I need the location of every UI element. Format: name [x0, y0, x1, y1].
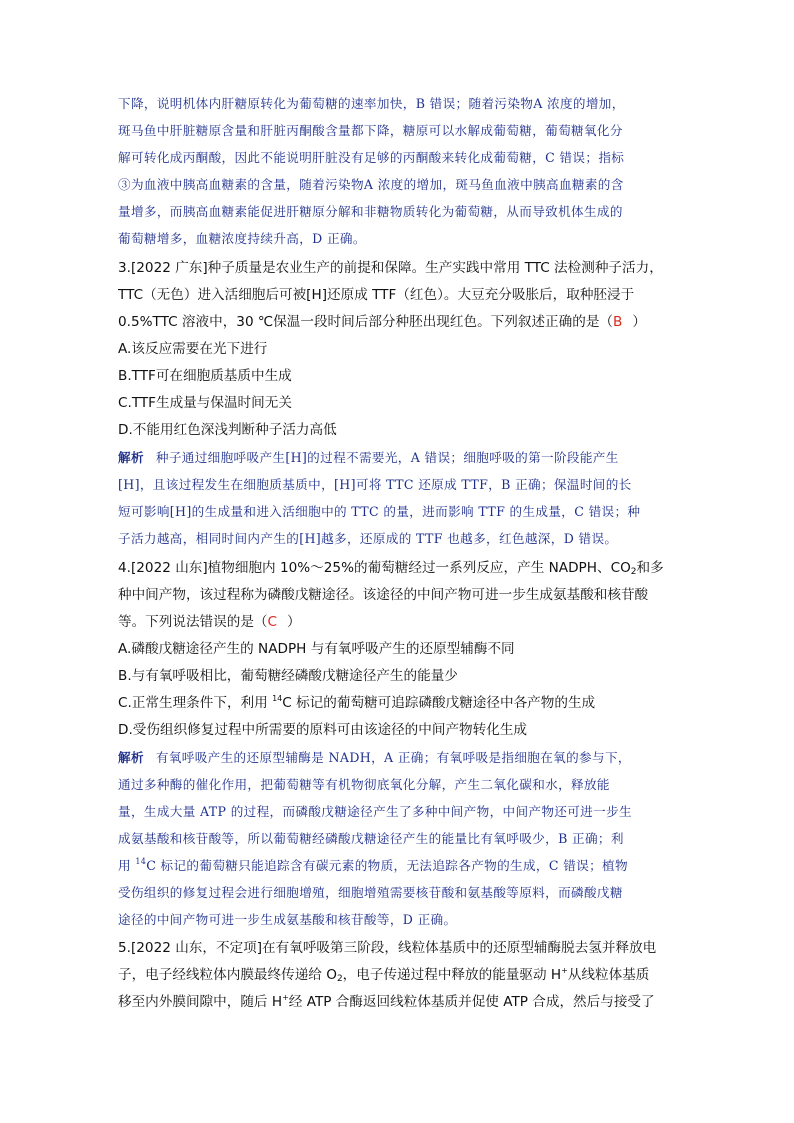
- question-4: [118, 555, 678, 933]
- question-stem-text: ）: [632, 314, 646, 330]
- subscript: 2: [630, 567, 637, 577]
- superscript: +: [561, 966, 568, 975]
- question-stem-line: 种中间产物，该过程称为磷酸戊糖途径。该途径的中间产物可进一步生成氨基酸和核苷酸: [118, 587, 649, 603]
- explanation-label: 解析: [118, 450, 144, 465]
- explanation-line: 斑马鱼中肝脏糖原含量和肝脏丙酮酸含量都下降，糖原可以水解成葡萄糖，葡萄糖氧化分: [118, 123, 623, 138]
- subscript: 2: [336, 974, 343, 984]
- explanation-label: 解析: [118, 750, 144, 765]
- question-stem-line: 5.[2022 山东，不定项]在有氧呼吸第三阶段，线粒体基质中的还原型辅酶脱去氢并释放电: [118, 940, 657, 956]
- explanation-line: 葡萄糖增多，血糖浓度持续升高，D 正确。: [118, 231, 366, 246]
- option-text: C.正常生理条件下，利用: [118, 695, 273, 711]
- question-stem-line: 3.[2022 广东]种子质量是农业生产的前提和保障。生产实践中常用 TTC 法检测种子活力，: [118, 260, 663, 276]
- question-stem-line: [118, 989, 678, 1016]
- question-stem-text: 0.5%TTC 溶液中，30 ℃保温一段时间后部分种胚出现红色。下列叙述正确的是（: [118, 314, 614, 330]
- explanation-line: 解可转化成丙酮酸，因此不能说明肝脏没有足够的丙酮酸来转化成葡萄糖，C 错误；指标: [118, 150, 625, 165]
- explanation-line: 短可影响[H]的生成量和进入活细胞中的 TTC 的量，进而影响 TTF 的生成量，C 错误；种: [118, 504, 641, 519]
- explanation-q2-continued: [118, 90, 678, 252]
- question-stem-text: 移至内外膜间隙中，随后 H: [118, 994, 283, 1010]
- explanation-text: C 标记的葡萄糖只能追踪含有碳元素的物质，无法追踪各产物的生成，C 错误；植物: [146, 858, 628, 873]
- explanation-line: ③为血液中胰高血糖素的含量，随着污染物A 浓度的增加，斑马鱼血液中胰高血糖素的含: [118, 177, 624, 192]
- superscript: +: [282, 993, 289, 1002]
- option-c: C.TTF生成量与保温时间无关: [118, 395, 292, 411]
- question-stem-text: 和多: [636, 560, 664, 576]
- option-b: B.TTF可在细胞质基质中生成: [118, 368, 292, 384]
- question-stem-text: 等。下列说法错误的是（: [118, 614, 268, 630]
- question-stem-line: TTC（无色）进入活细胞后可被[H]还原成 TTF（红色）。大豆充分吸胀后，取种胚浸于: [118, 287, 635, 303]
- explanation-line: 受伤组织的修复过程会进行细胞增殖，细胞增殖需要核苷酸和氨基酸等原料，而磷酸戊糖: [118, 885, 623, 900]
- answer-mark: B: [613, 314, 623, 330]
- option-text: C 标记的葡萄糖可追踪磷酸戊糖途径中各产物的生成: [282, 695, 596, 711]
- question-stem-line: [118, 609, 678, 636]
- explanation-line: 通过多种酶的催化作用，把葡萄糖等有机物彻底氧化分解，产生二氧化碳和水，释放能: [118, 777, 610, 792]
- option-a: A.该反应需要在光下进行: [118, 341, 268, 357]
- explanation-line: [118, 744, 678, 771]
- explanation-text: 用: [118, 858, 136, 873]
- question-stem-text: 经 ATP 合酶返回线粒体基质并促使 ATP 合成，然后与接受了: [288, 994, 655, 1010]
- explanation-text: 种子通过细胞呼吸产生[H]的过程不需要光，A 错误；细胞呼吸的第一阶段能产生: [155, 450, 619, 465]
- explanation-line: 成氨基酸和核苷酸等，所以葡萄糖经磷酸戊糖途径产生的能量比有氧呼吸少，B 正确；利: [118, 831, 624, 846]
- question-3: [118, 255, 678, 552]
- question-stem-text: 从线粒体基质: [567, 967, 650, 983]
- question-stem-text: 4.[2022 山东]植物细胞内 10%～25%的葡萄糖经过一系列反应，产生 NADPH、CO: [118, 560, 631, 576]
- question-stem-text: 子，电子经线粒体内膜最终传递给 O: [118, 967, 337, 983]
- option-b: B.与有氧呼吸相比，葡萄糖经磷酸戊糖途径产生的能量少: [118, 668, 458, 684]
- superscript: 14: [135, 857, 147, 866]
- option-d: D.受伤组织修复过程中所需要的原料可由该途径的中间产物转化生成: [118, 722, 528, 738]
- explanation-line: [118, 852, 678, 879]
- explanation-line: 途径的中间产物可进一步生成氨基酸和核苷酸等，D 正确。: [118, 912, 457, 927]
- explanation-line: 下降，说明机体内肝糖原转化为葡萄糖的速率加快，B 错误；随着污染物A 浓度的增加，: [118, 96, 625, 111]
- option-c: [118, 690, 678, 717]
- option-d: D.不能用红色深浅判断种子活力高低: [118, 422, 337, 438]
- answer-mark: C: [267, 614, 278, 630]
- explanation-text: 有氧呼吸产生的还原型辅酶是 NADH，A 正确；有氧呼吸是指细胞在氧的参与下，: [155, 750, 631, 765]
- question-stem-line: [118, 555, 678, 582]
- question-stem-line: [118, 309, 678, 336]
- question-stem-line: [118, 962, 678, 989]
- superscript: 14: [272, 694, 283, 703]
- explanation-line: 子活力越高，相同时间内产生的[H]越多，还原成的 TTF 也越多，红色越深，D 错误。: [118, 531, 618, 546]
- option-a: A.磷酸戊糖途径产生的 NADPH 与有氧呼吸产生的还原型辅酶不同: [118, 641, 515, 657]
- explanation-line: [H]，且该过程发生在细胞质基质中，[H]可将 TTC 还原成 TTF，B 正确；保温时间的长: [118, 477, 632, 492]
- question-5: [118, 935, 678, 1016]
- explanation-line: 量增多，而胰高血糖素能促进肝糖原分解和非糖物质转化为葡萄糖，从而导致机体生成的: [118, 204, 623, 219]
- explanation-line: [118, 444, 678, 471]
- question-stem-text: ）: [287, 614, 301, 630]
- explanation-line: 量，生成大量 ATP 的过程，而磷酸戊糖途径产生了多种中间产物，中间产物还可进一步生: [118, 804, 632, 819]
- question-stem-text: ，电子传递过程中释放的能量驱动 H: [342, 967, 562, 983]
